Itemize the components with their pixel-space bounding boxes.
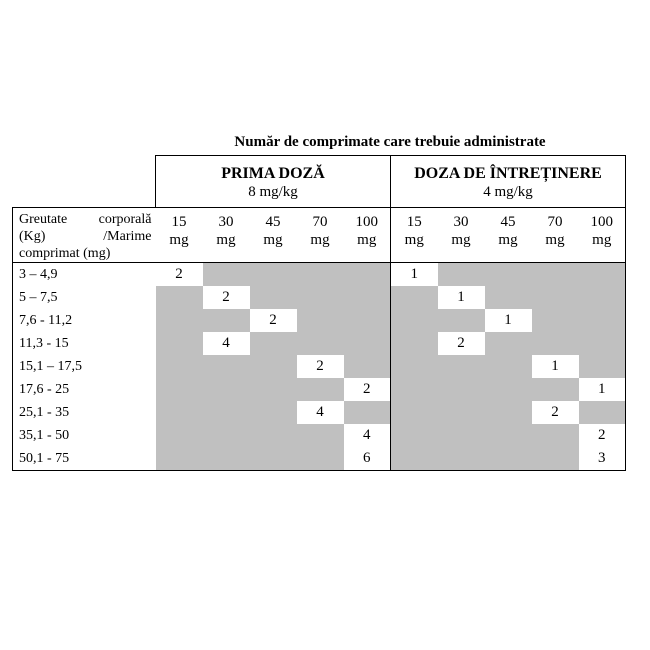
tablet-count-cell [579,378,626,401]
empty-cell [532,424,579,447]
weight-range: 7,6 - 11,2 [13,309,156,332]
tablet-amount: 30 [453,214,469,230]
tablet-size-header [391,208,438,263]
empty-cell [391,309,438,332]
empty-cell [203,309,250,332]
group-maintenance-dose-title: DOZA DE ÎNTREȚINERE [391,156,626,185]
tablet-count: 2 [551,404,559,420]
tablet-count: 4 [222,335,230,351]
weight-range: 15,1 – 17,5 [13,355,156,378]
empty-cell [250,424,297,447]
tablet-size-header [203,208,250,263]
empty-cell [250,263,297,287]
tablet-size-header [156,208,203,263]
empty-cell [344,401,391,424]
empty-cell [532,263,579,287]
empty-cell [391,424,438,447]
tablet-size-header [579,208,626,263]
empty-cell [485,401,532,424]
empty-cell [391,401,438,424]
tablet-count: 1 [504,312,512,328]
weight-range: 11,3 - 15 [13,332,156,355]
tablet-size-header [532,208,579,263]
empty-cell [579,355,626,378]
tablet-unit: mg [310,232,330,248]
tablet-count-cell [203,286,250,309]
empty-cell [203,401,250,424]
tablet-unit: mg [263,232,283,248]
empty-cell [391,378,438,401]
empty-cell [579,309,626,332]
empty-cell [438,378,485,401]
tablet-unit: mg [357,232,377,248]
empty-cell [250,378,297,401]
tablet-count-cell [344,378,391,401]
tablet-count: 4 [316,404,324,420]
weight-range: 17,6 - 25 [13,378,156,401]
tablet-count-cell [485,309,532,332]
tablet-amount: 15 [406,214,422,230]
tablet-count: 1 [551,358,559,374]
tablet-count: 2 [457,335,465,351]
empty-cell [438,424,485,447]
empty-cell [438,355,485,378]
empty-cell [391,286,438,309]
empty-cell [344,286,391,309]
empty-cell [438,263,485,287]
tablet-count-cell [532,401,579,424]
tablet-unit: mg [592,232,612,248]
tablet-count-cell [297,401,344,424]
tablet-count: 4 [363,427,371,443]
table-row [13,424,626,447]
empty-cell [532,332,579,355]
empty-cell [156,355,203,378]
empty-cell [532,309,579,332]
tablet-amount: 30 [218,214,234,230]
tablet-count-cell [344,447,391,471]
group-maintenance-dose-rate: 4 mg/kg [391,184,626,208]
weight-range: 35,1 - 50 [13,424,156,447]
empty-cell [297,309,344,332]
tablet-unit: mg [451,232,471,248]
tablet-count-cell [203,332,250,355]
tablet-count: 3 [598,450,606,466]
weight-range: 3 – 4,9 [13,263,156,287]
empty-cell [391,447,438,471]
empty-cell [203,263,250,287]
empty-cell [485,447,532,471]
empty-cell [156,309,203,332]
tablet-count: 1 [457,289,465,305]
empty-cell [532,447,579,471]
empty-cell [438,309,485,332]
empty-cell [156,378,203,401]
tablet-count: 2 [598,427,606,443]
empty-cell [344,332,391,355]
group-first-dose-title: PRIMA DOZĂ [156,156,391,185]
empty-cell [579,286,626,309]
empty-cell [485,424,532,447]
empty-cell [156,447,203,471]
tablet-amount: 100 [355,214,378,230]
tablet-size-header [250,208,297,263]
empty-cell [391,332,438,355]
empty-cell [203,378,250,401]
group-first-dose-rate: 8 mg/kg [156,184,391,208]
tablet-amount: 45 [265,214,281,230]
empty-cell [250,286,297,309]
tablet-amount: 70 [312,214,328,230]
tablet-size-header [485,208,532,263]
empty-cell [203,424,250,447]
table-row [13,263,626,287]
tablet-amount: 45 [500,214,516,230]
empty-cell [579,332,626,355]
empty-cell [156,286,203,309]
table-title: Număr de comprimate care trebuie administrate [234,134,546,150]
empty-cell [250,401,297,424]
empty-cell [156,424,203,447]
empty-cell [438,447,485,471]
empty-cell [156,332,203,355]
empty-cell [485,332,532,355]
tablet-size-header [344,208,391,263]
tablet-count-cell [438,332,485,355]
empty-cell [203,355,250,378]
tablet-count: 1 [598,381,606,397]
empty-cell [485,378,532,401]
table-row [13,332,626,355]
tablet-size-header [438,208,485,263]
empty-cell [485,263,532,287]
empty-cell [297,447,344,471]
tablet-count: 2 [269,312,277,328]
tablet-count-cell [297,355,344,378]
weight-column-header: Greutate corporală (Kg) /Marime comprimat (mg) [13,208,156,263]
empty-cell [250,447,297,471]
empty-cell [156,401,203,424]
empty-cell [391,355,438,378]
weight-range: 50,1 - 75 [13,447,156,471]
table-row [13,378,626,401]
tablet-amount: 70 [547,214,563,230]
empty-cell [532,378,579,401]
tablet-unit: mg [404,232,424,248]
tablet-count-cell [391,263,438,287]
tablet-unit: mg [216,232,236,248]
tablet-count-cell [344,424,391,447]
dosage-table [12,155,626,471]
empty-cell [297,424,344,447]
empty-cell [579,401,626,424]
empty-cell [532,286,579,309]
corner-cell [13,156,156,185]
empty-cell [297,378,344,401]
tablet-count-cell [579,424,626,447]
empty-cell [297,286,344,309]
empty-cell [485,286,532,309]
table-row [13,447,626,471]
tablet-count: 2 [316,358,324,374]
empty-cell [203,447,250,471]
empty-cell [344,309,391,332]
empty-cell [297,332,344,355]
tablet-unit: mg [545,232,565,248]
tablet-count: 2 [175,266,183,282]
tablet-unit: mg [169,232,189,248]
tablet-count-cell [250,309,297,332]
tablet-count: 1 [410,266,418,282]
tablet-count-cell [532,355,579,378]
tablet-amount: 100 [590,214,613,230]
tablet-size-header [297,208,344,263]
tablet-amount: 15 [171,214,187,230]
tablet-count-cell [156,263,203,287]
table-row [13,355,626,378]
weight-range: 5 – 7,5 [13,286,156,309]
empty-cell [344,263,391,287]
tablet-count: 2 [363,381,371,397]
weight-range: 25,1 - 35 [13,401,156,424]
table-row [13,286,626,309]
empty-cell [579,263,626,287]
tablet-count-cell [438,286,485,309]
empty-cell [485,355,532,378]
empty-cell [297,263,344,287]
tablet-count: 6 [363,450,371,466]
empty-cell [438,401,485,424]
empty-cell [250,332,297,355]
tablet-count: 2 [222,289,230,305]
table-row [13,309,626,332]
empty-cell [344,355,391,378]
empty-cell [250,355,297,378]
tablet-count-cell [579,447,626,471]
table-row [13,401,626,424]
corner-cell [13,184,156,208]
tablet-unit: mg [498,232,518,248]
